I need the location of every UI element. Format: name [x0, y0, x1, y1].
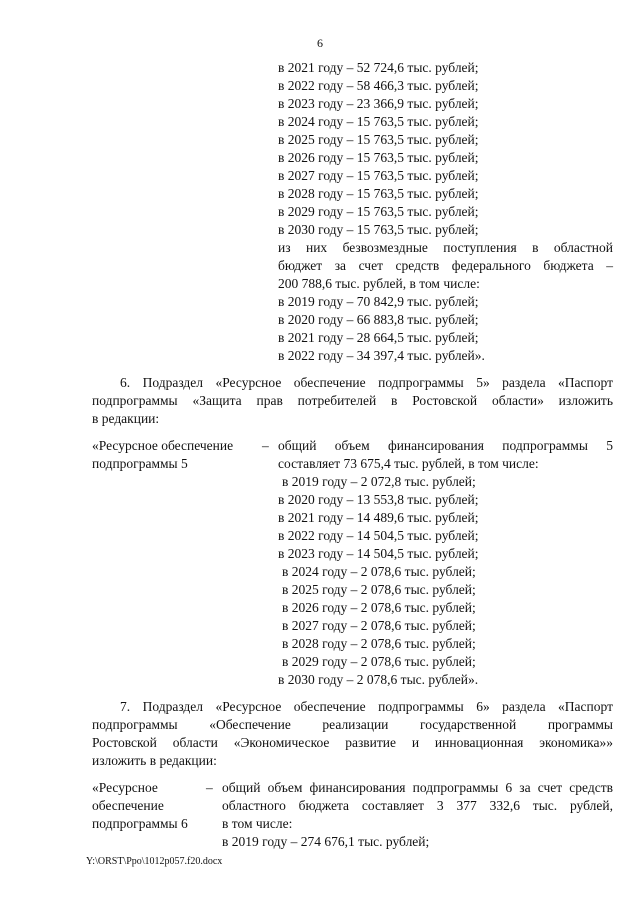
section7-dash: –	[206, 780, 213, 795]
year-line: в 2029 году – 2 078,6 тыс. рублей;	[282, 654, 476, 669]
year-line: в 2025 году – 2 078,6 тыс. рублей;	[282, 582, 476, 597]
footer-file-path: Y:\ORST\Ppo\1012p057.f20.docx	[86, 856, 223, 867]
section7-paragraph-line: Ростовской области «Экономическое развитие и инновационная экономика»»	[92, 735, 613, 750]
section6-paragraph-line: подпрограммы «Защита прав потребителей в Ростовской области» изложить	[92, 393, 613, 408]
section7-paragraph-line: изложить в редакции:	[92, 753, 217, 768]
section6-dash: –	[262, 438, 269, 453]
year-line: в 2030 году – 2 078,6 тыс. рублей».	[278, 672, 479, 687]
section6-label-line: подпрограммы 5	[92, 456, 188, 471]
year-line: в 2022 году – 58 466,3 тыс. рублей;	[278, 78, 479, 93]
year-line: в 2021 году – 28 664,5 тыс. рублей;	[278, 330, 479, 345]
section6-text-line: составляет 73 675,4 тыс. рублей, в том числе:	[278, 456, 539, 471]
year-line: в 2020 году – 66 883,8 тыс. рублей;	[278, 312, 479, 327]
year-line: в 2028 году – 2 078,6 тыс. рублей;	[282, 636, 476, 651]
year-line: в 2020 году – 13 553,8 тыс. рублей;	[278, 492, 479, 507]
federal-text-line: из них безвозмездные поступления в областной	[278, 240, 613, 255]
page-number: 6	[317, 36, 323, 50]
section7-text-line: областного бюджета составляет 3 377 332,6 тыс. рублей,	[222, 798, 613, 813]
year-line: в 2027 году – 2 078,6 тыс. рублей;	[282, 618, 476, 633]
year-line: в 2024 году – 2 078,6 тыс. рублей;	[282, 564, 476, 579]
year-line: в 2022 году – 34 397,4 тыс. рублей».	[278, 348, 485, 363]
section6-paragraph-line: в редакции:	[92, 411, 160, 426]
year-line: в 2023 году – 23 366,9 тыс. рублей;	[278, 96, 479, 111]
year-line: в 2025 году – 15 763,5 тыс. рублей;	[278, 132, 479, 147]
section7-text-line: в том числе:	[222, 816, 293, 831]
year-line: в 2022 году – 14 504,5 тыс. рублей;	[278, 528, 479, 543]
year-line: в 2029 году – 15 763,5 тыс. рублей;	[278, 204, 479, 219]
section7-label-line: подпрограммы 6	[92, 816, 188, 831]
year-line: в 2021 году – 14 489,6 тыс. рублей;	[278, 510, 479, 525]
section7-text-line: общий объем финансирования подпрограммы 6 за счет средств	[222, 780, 613, 795]
federal-text-line: бюджет за счет средств федерального бюджета –	[278, 258, 613, 273]
federal-text-line: 200 788,6 тыс. рублей, в том числе:	[278, 276, 480, 291]
year-line: в 2026 году – 2 078,6 тыс. рублей;	[282, 600, 476, 615]
year-line: в 2024 году – 15 763,5 тыс. рублей;	[278, 114, 479, 129]
year-line: в 2027 году – 15 763,5 тыс. рублей;	[278, 168, 479, 183]
section7-paragraph-line: 7. Подраздел «Ресурсное обеспечение подпрограммы 6» раздела «Паспорт	[120, 699, 613, 714]
section6-paragraph-line: 6. Подраздел «Ресурсное обеспечение подпрограммы 5» раздела «Паспорт	[120, 375, 613, 390]
year-line: в 2028 году – 15 763,5 тыс. рублей;	[278, 186, 479, 201]
year-line: в 2021 году – 52 724,6 тыс. рублей;	[278, 60, 479, 75]
section7-label-line: «Ресурсное	[92, 780, 158, 795]
section6-label-line: «Ресурсное обеспечение	[92, 438, 234, 453]
section7-label-line: обеспечение	[92, 798, 164, 813]
year-line: в 2023 году – 14 504,5 тыс. рублей;	[278, 546, 479, 561]
year-line: в 2030 году – 15 763,5 тыс. рублей;	[278, 222, 479, 237]
year-line: в 2019 году – 2 072,8 тыс. рублей;	[282, 474, 476, 489]
year-line: в 2019 году – 70 842,9 тыс. рублей;	[278, 294, 479, 309]
year-line: в 2026 году – 15 763,5 тыс. рублей;	[278, 150, 479, 165]
section7-paragraph-line: подпрограммы «Обеспечение реализации государственной программы	[92, 717, 613, 732]
year-line: в 2019 году – 274 676,1 тыс. рублей;	[222, 834, 430, 849]
section6-text-line: общий объем финансирования подпрограммы 5	[278, 438, 613, 453]
